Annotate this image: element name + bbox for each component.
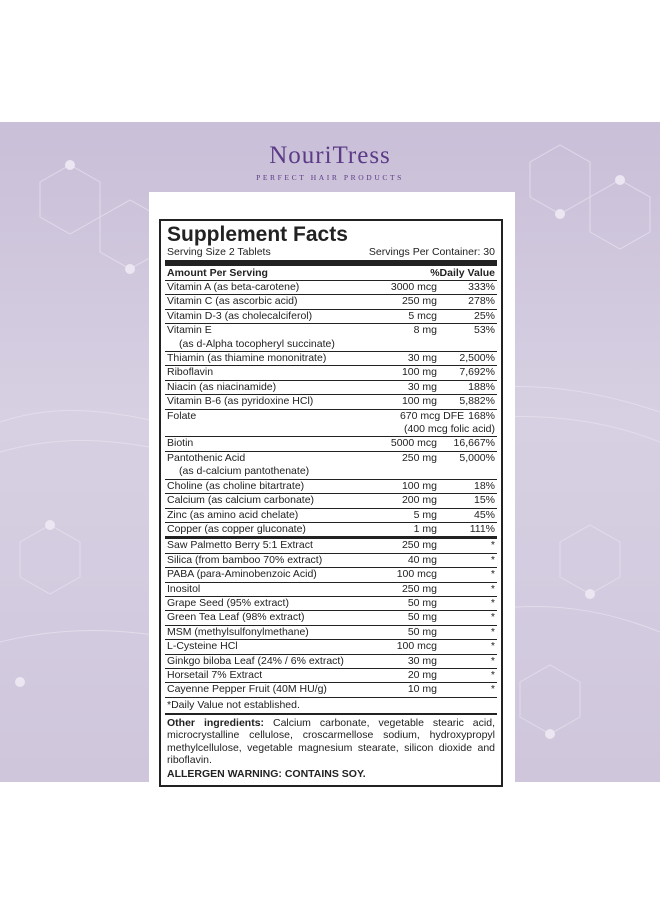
nutrient-dv: 188% <box>468 380 495 393</box>
table-row <box>165 655 497 669</box>
nutrient-dv: * <box>490 596 495 609</box>
nutrient-amount: 10 mg <box>407 683 437 696</box>
nutrient-amount: 30 mg <box>407 352 437 365</box>
nutrient-name <box>167 410 371 437</box>
nutrient-dv: 333% <box>468 281 495 293</box>
nutrient-name <box>167 352 371 365</box>
footnote: *Daily Value not established. <box>165 698 497 715</box>
nutrient-dv: * <box>490 611 495 624</box>
nutrient-name <box>167 626 371 639</box>
table-row <box>165 452 497 480</box>
nutrient-name <box>167 655 371 668</box>
nutrient-name-text: Vitamin B-6 (as pyridoxine HCl) <box>167 395 314 408</box>
nutrient-name-text: Copper (as copper gluconate) <box>167 522 306 535</box>
nutrient-amount <box>371 410 495 437</box>
nutrient-amount: 3000 mcg <box>390 281 437 293</box>
nutrient-name <box>167 395 371 408</box>
nutrient-amount-text: 670 mcg DFE <box>399 409 465 422</box>
nutrient-amount: 50 mg <box>407 611 437 624</box>
nutrient-name <box>167 295 371 308</box>
nutrient-amount: 30 mg <box>407 654 437 667</box>
nutrient-name-text: Thiamin (as thiamine mononitrate) <box>167 352 327 365</box>
nutrient-name <box>167 554 371 567</box>
nutrient-amount: 5000 mcg <box>390 437 437 450</box>
nutrient-name <box>167 597 371 610</box>
other-ingredients-text: Calcium carbonate, vegetable stearic acid, microcrystalline cellulose, croscarmellose sodium, hydroxypropyl methylcellulose, vegetable magnesium stearate, silicon dioxide and riboflavin. <box>167 716 495 766</box>
label-panel <box>149 192 515 782</box>
nutrient-dv: 53% <box>473 324 495 337</box>
other-ingredients <box>165 715 497 767</box>
other-ingredients-label: Other ingredients: <box>167 716 265 729</box>
nutrient-name-text: Grape Seed (95% extract) <box>167 596 289 609</box>
nutrient-amount: 1 mg <box>413 522 437 535</box>
brand-logo <box>0 142 660 182</box>
nutrient-name-text: MSM (methylsulfonylmethane) <box>167 625 309 638</box>
nutrient-name-text: Ginkgo biloba Leaf (24% / 6% extract) <box>167 654 344 667</box>
table-row <box>165 480 497 494</box>
table-row <box>165 523 497 539</box>
nutrient-dv: * <box>490 668 495 681</box>
nutrient-name-text: Horsetail 7% Extract <box>167 668 263 681</box>
nutrient-name <box>167 568 371 581</box>
nutrient-dv: 5,882% <box>459 395 495 408</box>
nutrient-name-text: Folate <box>167 409 197 422</box>
nutrient-name-text: Inositol <box>167 582 201 595</box>
nutrient-amount: 8 mg <box>413 324 437 337</box>
nutrient-name <box>167 583 371 596</box>
nutrient-name-text: Silica (from bamboo 70% extract) <box>167 553 323 566</box>
nutrient-name <box>167 683 371 696</box>
nutrient-amount: 100 mcg <box>396 640 437 653</box>
nutrient-amount: 250 mg <box>401 295 437 308</box>
nutrient-name <box>167 480 371 493</box>
nutrient-rows <box>165 281 497 698</box>
nutrient-name-text: PABA (para-Aminobenzoic Acid) <box>167 568 317 581</box>
nutrient-name <box>167 640 371 653</box>
nutrient-name-text: Cayenne Pepper Fruit (40M HU/g) <box>167 683 327 696</box>
brand-name: NouriTress <box>269 142 391 169</box>
nutrient-name <box>167 437 371 450</box>
nutrient-amount: 100 mg <box>401 479 437 492</box>
table-row <box>165 669 497 683</box>
nutrient-dv: 7,692% <box>459 366 495 379</box>
nutrient-amount: 100 mcg <box>396 568 437 581</box>
nutrient-name-text: Biotin <box>167 437 194 450</box>
nutrient-amount: 50 mg <box>407 625 437 638</box>
nutrient-name <box>167 281 371 294</box>
nutrient-dv: * <box>490 654 495 667</box>
nutrient-name-text: Vitamin E <box>167 324 212 337</box>
nutrient-dv: 16,667% <box>453 437 495 450</box>
nutrient-amount: 250 mg <box>401 451 437 464</box>
nutrient-name <box>167 324 371 351</box>
amount-header-label: Amount Per Serving <box>167 267 268 279</box>
nutrient-amount: 40 mg <box>407 553 437 566</box>
table-row <box>165 509 497 523</box>
table-row <box>165 310 497 324</box>
table-row <box>165 626 497 640</box>
nutrient-amount: 5 mg <box>413 508 437 521</box>
nutrient-name-text: Vitamin A (as beta-carotene) <box>167 281 300 293</box>
supplement-facts-label <box>159 219 503 787</box>
nutrient-amount: 100 mg <box>401 395 437 408</box>
nutrient-name <box>167 611 371 624</box>
table-row <box>165 597 497 611</box>
nutrient-name-text: Vitamin C (as ascorbic acid) <box>167 295 298 308</box>
nutrient-name <box>167 381 371 394</box>
nutrient-amount-detail: (400 mcg folic acid) <box>403 423 495 436</box>
nutrient-name <box>167 310 371 323</box>
nutrient-dv: 111% <box>469 522 495 535</box>
table-row <box>165 324 497 352</box>
nutrient-dv: * <box>490 539 495 552</box>
nutrient-name <box>167 366 371 379</box>
allergen-warning: ALLERGEN WARNING: CONTAINS SOY. <box>167 768 366 781</box>
nutrient-name <box>167 494 371 507</box>
table-row <box>165 410 497 438</box>
nutrient-dv: 18% <box>473 479 495 492</box>
table-row <box>165 554 497 568</box>
nutrient-amount: 250 mg <box>401 582 437 595</box>
table-row <box>165 395 497 409</box>
nutrient-dv: * <box>490 683 495 696</box>
nutrient-dv-text: 168% <box>468 409 495 422</box>
nutrient-name <box>167 669 371 682</box>
nutrient-amount: 5 mcg <box>408 309 437 322</box>
nutrient-name-text: Green Tea Leaf (98% extract) <box>167 611 305 624</box>
table-row <box>165 295 497 309</box>
nutrient-name-text: Vitamin D-3 (as cholecalciferol) <box>167 309 313 322</box>
dv-header-label: %Daily Value <box>430 267 495 279</box>
table-row <box>165 683 497 697</box>
table-row <box>165 437 497 451</box>
nutrient-dv: 2,500% <box>459 352 495 365</box>
amount-header <box>165 266 497 281</box>
nutrient-dv: * <box>490 568 495 581</box>
nutrient-dv: 25% <box>473 309 495 322</box>
nutrient-dv: 278% <box>468 295 495 308</box>
nutrient-name-text: Zinc (as amino acid chelate) <box>167 508 299 521</box>
table-row <box>165 583 497 597</box>
nutrient-name <box>167 539 371 552</box>
table-row <box>165 381 497 395</box>
nutrient-name-text: Niacin (as niacinamide) <box>167 380 277 393</box>
nutrient-name <box>167 452 371 479</box>
table-row <box>165 366 497 380</box>
nutrient-dv: 5,000% <box>459 451 495 464</box>
serving-size: Serving Size 2 Tablets <box>167 246 271 258</box>
nutrient-name <box>167 523 371 536</box>
table-row <box>165 611 497 625</box>
nutrient-dv: 15% <box>473 494 495 507</box>
nutrient-amount: 30 mg <box>407 380 437 393</box>
table-row <box>165 568 497 582</box>
nutrient-source: (as d-calcium pantothenate) <box>179 465 310 478</box>
nutrient-amount: 250 mg <box>401 539 437 552</box>
table-row <box>165 352 497 366</box>
brand-tagline: PERFECT HAIR PRODUCTS <box>256 173 404 182</box>
table-row <box>165 494 497 508</box>
nutrient-dv: * <box>490 640 495 653</box>
nutrient-dv: * <box>490 625 495 638</box>
table-row <box>165 539 497 553</box>
nutrient-name-text: Choline (as choline bitartrate) <box>167 479 305 492</box>
nutrient-name-text: Calcium (as calcium carbonate) <box>167 494 315 507</box>
nutrient-dv: 45% <box>473 508 495 521</box>
nutrient-name-text: Riboflavin <box>167 366 214 379</box>
nutrient-amount: 20 mg <box>407 668 437 681</box>
nutrient-dv: * <box>490 553 495 566</box>
serving-info <box>165 246 497 266</box>
nutrient-name-text: Pantothenic Acid <box>167 451 246 464</box>
label-title: Supplement Facts <box>167 223 348 246</box>
nutrient-name-text: Saw Palmetto Berry 5:1 Extract <box>167 539 313 552</box>
nutrient-name <box>167 509 371 522</box>
nutrient-amount: 200 mg <box>401 494 437 507</box>
nutrient-amount: 100 mg <box>401 366 437 379</box>
nutrient-source: (as d-Alpha tocopheryl succinate) <box>179 337 335 350</box>
table-row <box>165 281 497 295</box>
nutrient-name-text: L-Cysteine HCl <box>167 640 238 653</box>
nutrient-dv: * <box>490 582 495 595</box>
table-row <box>165 640 497 654</box>
nutrient-amount: 50 mg <box>407 596 437 609</box>
servings-per-container: Servings Per Container: 30 <box>368 246 495 258</box>
